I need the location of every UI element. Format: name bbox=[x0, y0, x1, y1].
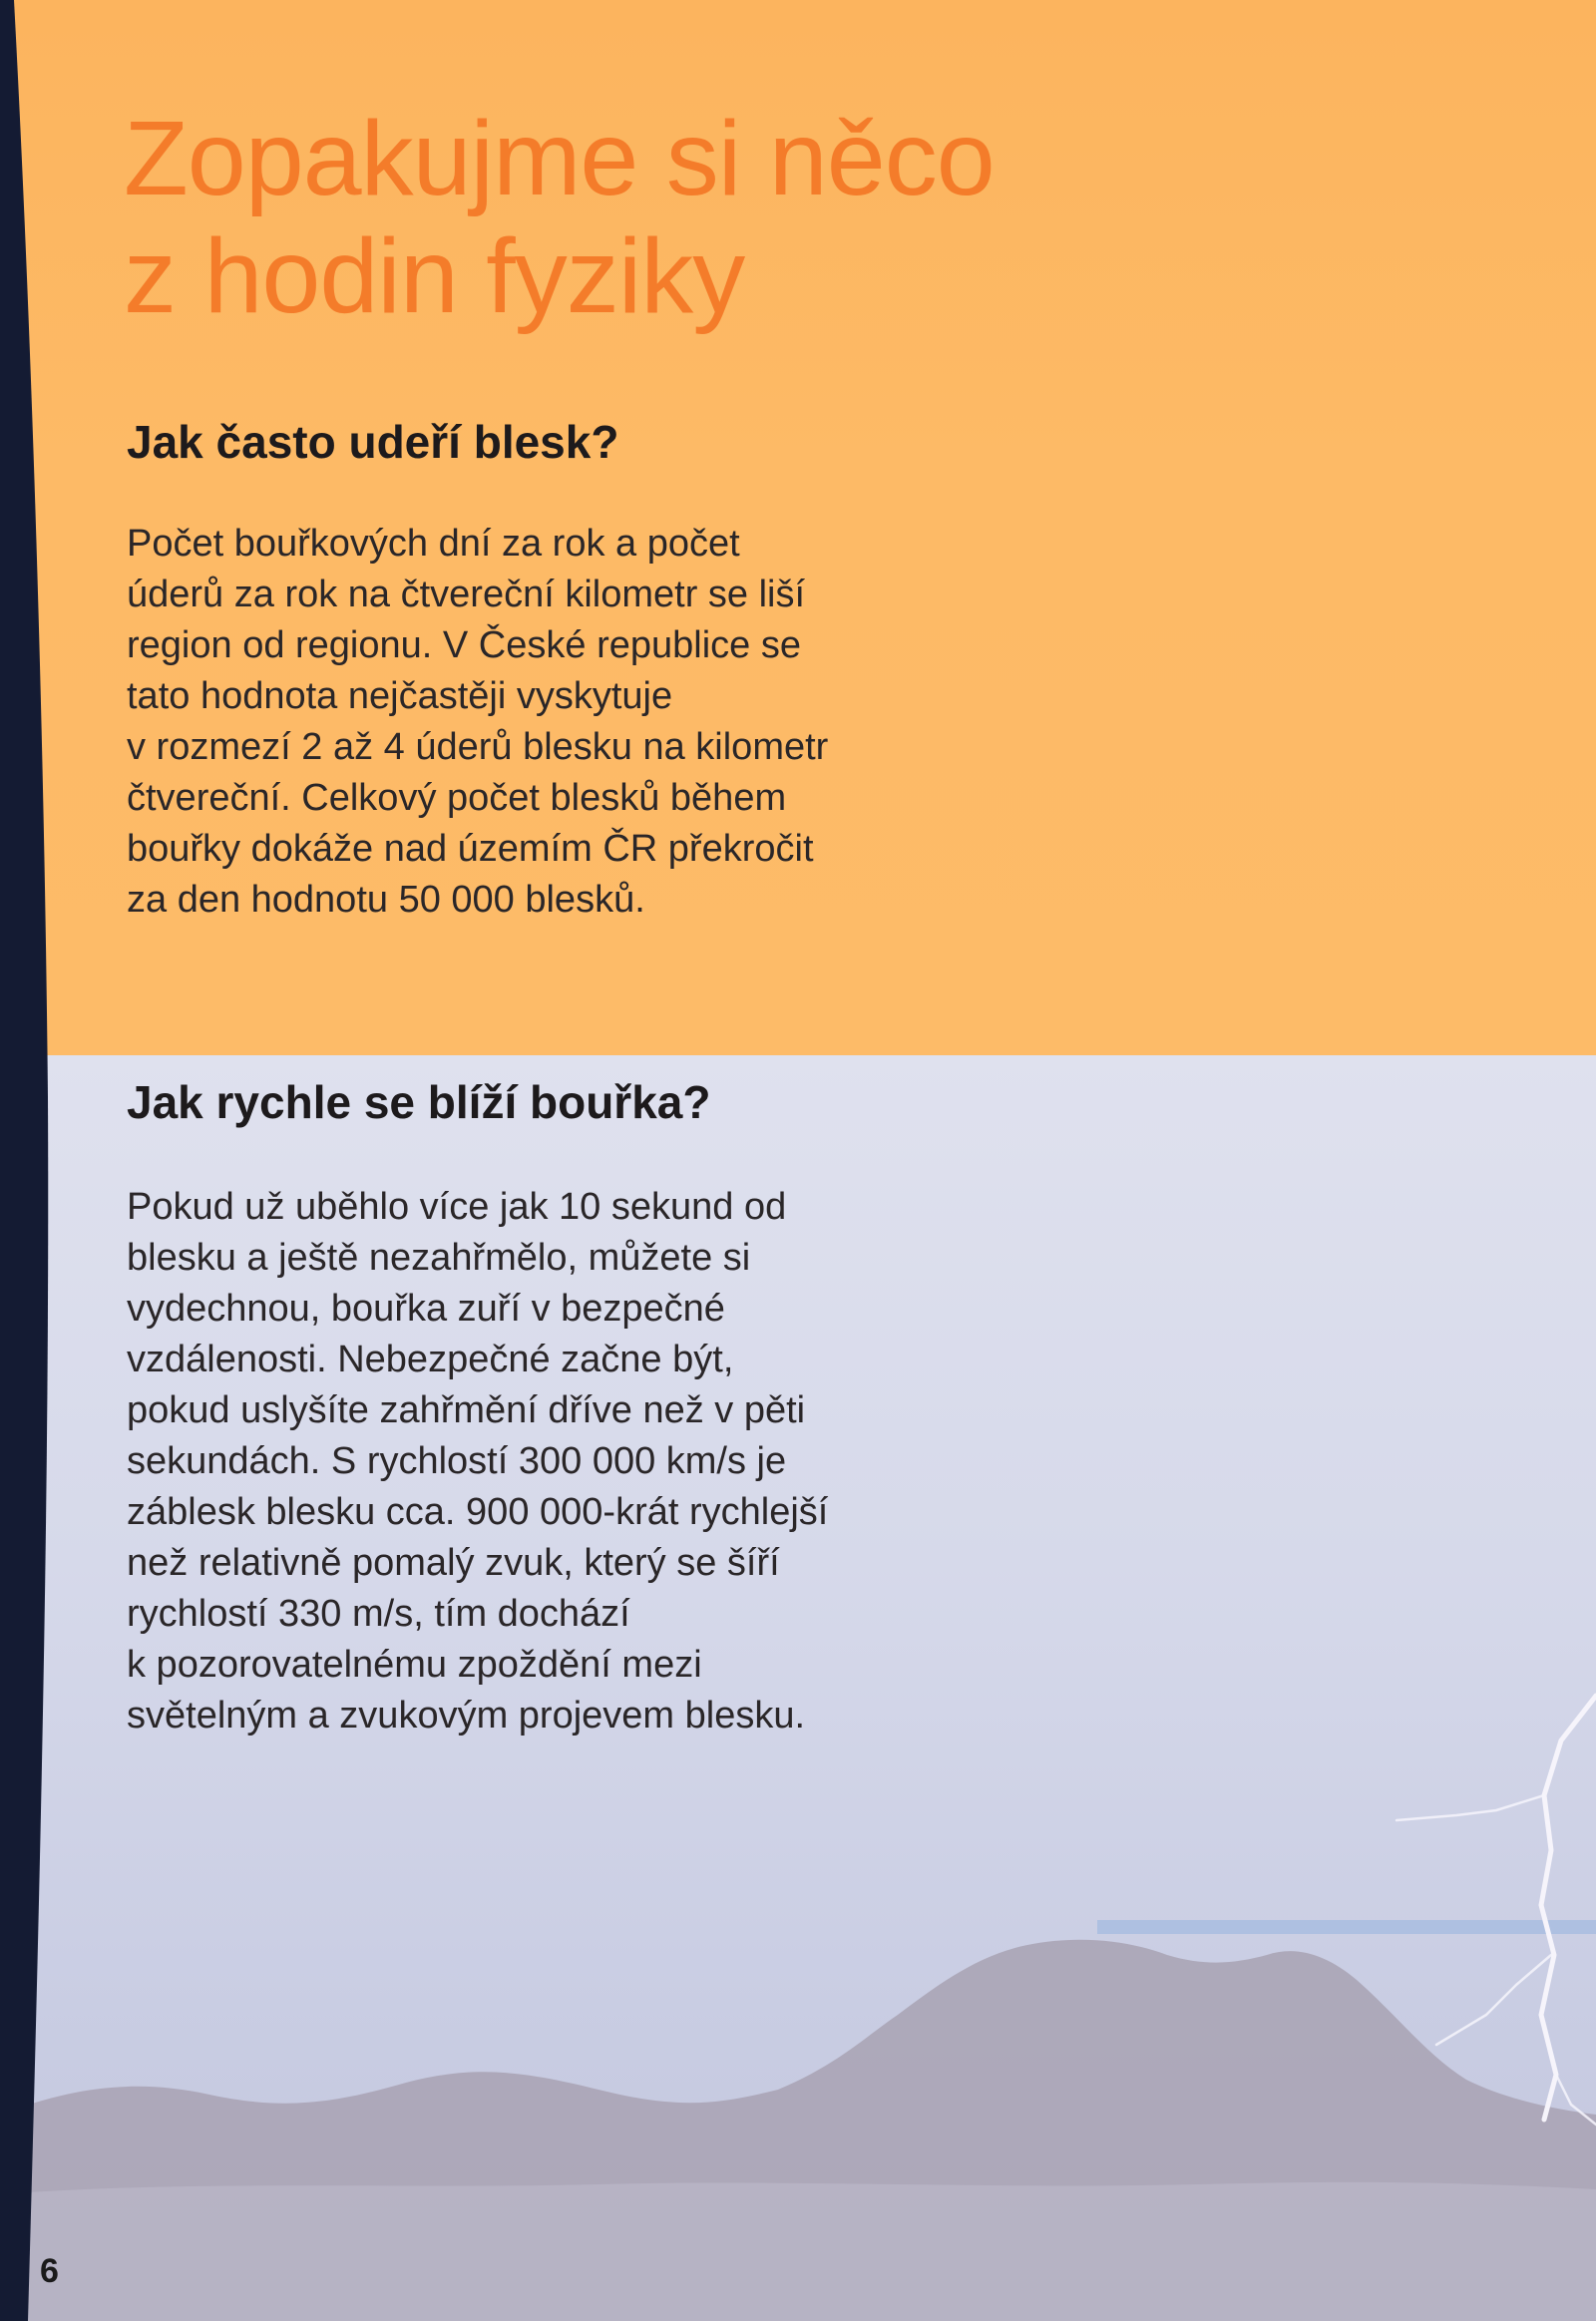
page-number: 6 bbox=[40, 2252, 59, 2290]
section-heading-storm-approach: Jak rychle se blíží bouřka? bbox=[127, 1076, 711, 1128]
section-text-storm-approach: Pokud už uběhlo více jak 10 sekund od blesku a ještě nezahřmělo, můžete si vydechnou, bouřka zuří v bezpečné vzdálenosti. Nebezpečné začne být, pokud uslyšíte zahřmění dříve než v pěti sekundách. S rychlostí 300 000 km/s je záblesk blesku cca. 900 000-krát rychlejší než relativně pomalý zvuk, který se šíří rychlostí 330 m/s, tím dochází k pozorovatelnému zpoždění mezi světelným a zvukovým projevem blesku. bbox=[127, 1186, 829, 1737]
navy-page-edge bbox=[0, 0, 60, 2321]
ground-haze bbox=[0, 2182, 1596, 2321]
section-text-lightning-frequency: Počet bouřkových dní za rok a počet úderů za rok na čtvereční kilometr se liší region od regionu. V České republice se tato hodnota nejčastěji vyskytuje v rozmezí 2 až 4 úderů blesku na kilometr čtvereční. Celkový počet blesků během bouřky dokáže nad územím ČR překročit za den hodnotu 50 000 blesků. bbox=[127, 523, 829, 921]
horizon-line bbox=[1097, 1920, 1596, 1934]
section-heading-lightning-frequency: Jak často udeří blesk? bbox=[127, 416, 619, 468]
page-title: Zopakujme si něco z hodin fyziky bbox=[124, 100, 995, 335]
